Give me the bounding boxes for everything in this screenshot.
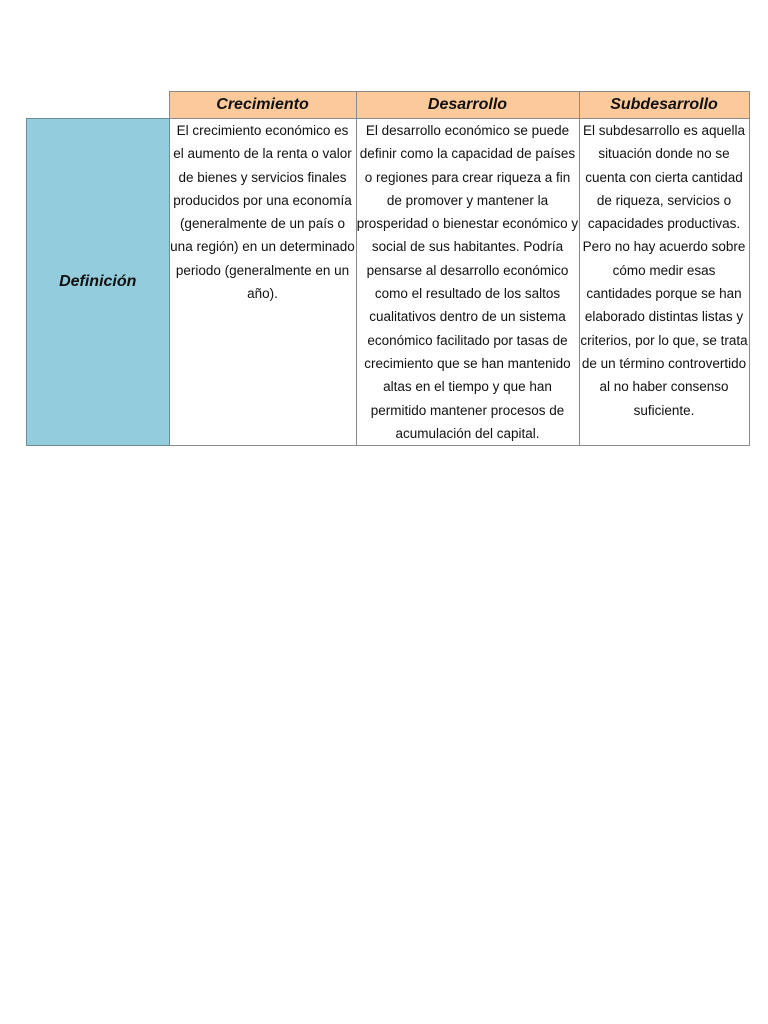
comparison-table xyxy=(26,91,750,446)
column-header-desarrollo: Desarrollo xyxy=(356,92,579,119)
cell-subdesarrollo-definicion: El subdesarrollo es aquella situación donde no se cuenta con cierta cantidad de riqueza, servicios o capacidades productivas. Pero no hay acuerdo sobre cómo medir esas cantidades porque se han elaborado distintas listas y criterios, por lo que, se trata de un término controvertido al no haber consenso suficiente. xyxy=(579,119,749,446)
cell-desarrollo-definicion: El desarrollo económico se puede definir como la capacidad de países o regiones para crear riqueza a fin de promover y mantener la prosperidad o bienestar económico y social de sus habitantes. Podría pensarse al desarrollo económico como el resultado de los saltos cualitativos dentro de un sistema económico facilitado por tasas de crecimiento que se han mantenido altas en el tiempo y que han permitido mantener procesos de acumulación del capital. xyxy=(356,119,579,446)
empty-corner-cell xyxy=(27,92,170,119)
table-header-row xyxy=(27,92,750,119)
table-row-definicion xyxy=(27,119,750,446)
column-header-crecimiento: Crecimiento xyxy=(169,92,356,119)
row-header-definicion: Definición xyxy=(27,119,170,446)
column-header-subdesarrollo: Subdesarrollo xyxy=(579,92,749,119)
cell-crecimiento-definicion: El crecimiento económico es el aumento de la renta o valor de bienes y servicios finales producidos por una economía (generalmente de un país o una región) en un determinado periodo (generalmente en un año). xyxy=(169,119,356,446)
